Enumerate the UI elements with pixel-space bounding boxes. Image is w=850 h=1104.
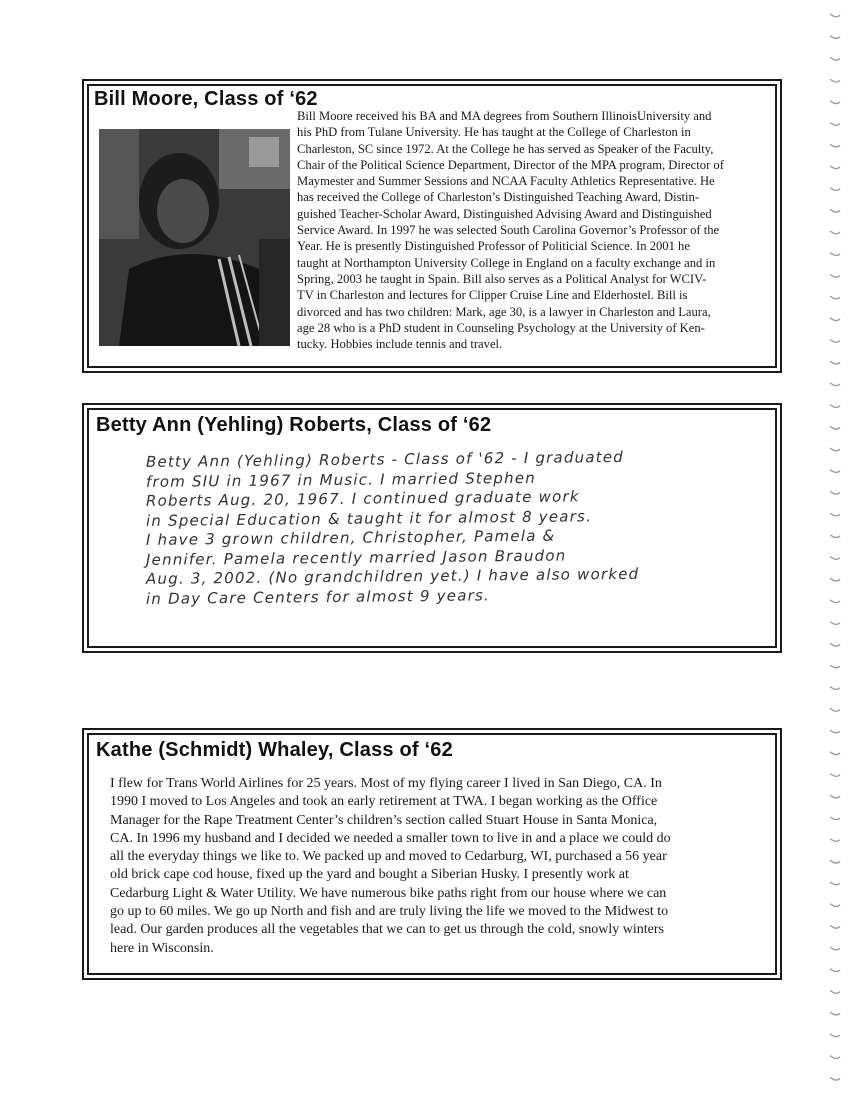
text-line: Spring, 2003 he taught in Spain. Bill also serves as a Political Analyst for WCIV-: [297, 271, 707, 286]
text-line: Charleston, SC since 1972. At the College he has served as Speaker of the Faculty,: [297, 141, 714, 156]
text-line: Bill Moore received his BA and MA degrees from Southern IllinoisUniversity and: [297, 109, 712, 123]
binding-curl: [830, 1012, 840, 1015]
profile-box-betty-ann-roberts: [82, 403, 782, 653]
text-line: CA. In 1996 my husband and I decided we needed a smaller town to live in and a place we could do: [110, 830, 671, 846]
text-line: tucky. Hobbies include tennis and travel.: [297, 337, 503, 352]
text-line: Jennifer. Pamela recently married Jason Braudon: [145, 546, 567, 569]
binding-curl: [830, 752, 840, 755]
binding-curl: [830, 231, 840, 234]
binding-curl: [830, 57, 840, 60]
text-line: Year. He is presently Distinguished Professor of Politicial Science. In 2001 he: [297, 239, 690, 254]
binding-curl: [830, 144, 840, 147]
handwritten-note: [145, 447, 706, 608]
text-line: TV in Charleston and lectures for Clipper Cruise Line and Elderhostel. Bill is: [297, 288, 688, 303]
binding-curl: [830, 274, 840, 277]
text-line: lead. Our garden produces all the vegetables that we can to get us through the cold, snowly winters: [110, 922, 665, 938]
portrait-photo: [99, 129, 290, 346]
profile-box-kathe-whaley: [82, 728, 782, 980]
text-line: go up to 60 miles. We go up North and fish and are truly living the life we moved to the Midwest to: [110, 904, 669, 920]
text-line: Maymester and Summer Sessions and NCAA Faculty Athletics Representative. He: [297, 174, 715, 189]
binding-curl: [830, 101, 840, 104]
binding-curl: [830, 774, 840, 777]
binding-curl: [830, 470, 840, 473]
text-line: here in Wisconsin.: [110, 940, 214, 956]
text-line: has received the College of Charleston’s Distinguished Teaching Award, Distin-: [297, 190, 700, 205]
profile-box-bill-moore: [82, 79, 782, 373]
binding-curl: [830, 14, 840, 17]
text-line: Service Award. In 1997 he was selected South Carolina Governor’s Professor of the: [297, 223, 720, 238]
binding-curl: [830, 79, 840, 82]
binding-curl: [830, 925, 840, 928]
binding-curl: [830, 557, 840, 560]
text-line: divorced and has two children: Mark, age 30, is a lawyer in Charleston and Laura,: [297, 304, 711, 319]
binding-curl: [830, 904, 840, 907]
binding-curl: [830, 991, 840, 994]
text-line: Aug. 3, 2002. (No grandchildren yet.) I have also worked: [145, 564, 640, 588]
text-line: in Special Education & taught it for almost 8 years.: [145, 506, 593, 530]
biography-text: [297, 108, 775, 352]
profile-heading: Betty Ann (Yehling) Roberts, Class of ‘62: [96, 414, 492, 436]
binding-curl: [830, 882, 840, 885]
text-line: 1990 I moved to Los Angeles and took an early retirement at TWA. I began working as the Office: [110, 794, 658, 810]
binding-curl: [830, 426, 840, 429]
binding-curl: [830, 123, 840, 126]
binding-curl: [830, 513, 840, 516]
binding-curl: [830, 947, 840, 950]
text-line: from SIU in 1967 in Music. I married Stephen: [145, 468, 537, 491]
binding-curl: [830, 36, 840, 39]
profile-heading: Kathe (Schmidt) Whaley, Class of ‘62: [96, 739, 453, 761]
text-line: his PhD from Tulane University. He has taught at the College of Charleston in: [297, 125, 691, 140]
text-line: Cedarburg Light & Water Utility. We have numerous bike paths right from our house where we can: [110, 885, 667, 901]
text-line: Chair of the Political Science Department, Director of the MPA program, Director of: [297, 157, 724, 172]
binding-curl: [830, 209, 840, 212]
binding-curl: [830, 383, 840, 386]
binding-curl: [830, 491, 840, 494]
binding-curl: [830, 817, 840, 820]
text-line: I flew for Trans World Airlines for 25 years. Most of my flying career I lived in San Diego, CA. In: [110, 776, 662, 791]
binding-curl: [830, 622, 840, 625]
text-line: old brick cape cod house, fixed up the yard and bought a Siberian Husky. I presently work at: [110, 867, 629, 883]
binding-curl: [830, 578, 840, 581]
text-line: in Day Care Centers for almost 9 years.: [145, 585, 490, 608]
binding-curl: [830, 253, 840, 256]
binding-curl: [830, 687, 840, 690]
binding-curl: [830, 1034, 840, 1037]
binding-curl: [830, 340, 840, 343]
binding-curl: [830, 643, 840, 646]
binding-curl: [830, 839, 840, 842]
text-line: all the everyday things we like to. We packed up and moved to Cedarburg, WI, purchased a 56 year: [110, 849, 667, 865]
binding-curl: [830, 795, 840, 798]
binding-curl: [830, 708, 840, 711]
binding-curl: [830, 969, 840, 972]
text-line: Roberts Aug. 20, 1967. I continued graduate work: [145, 487, 580, 510]
binding-curl: [830, 448, 840, 451]
binding-curl: [830, 188, 840, 191]
binding-curl: [830, 535, 840, 538]
binding-curl: [830, 860, 840, 863]
binding-curl: [830, 361, 840, 364]
binding-curl: [830, 665, 840, 668]
text-line: age 28 who is a PhD student in Counseling Psychology at the University of Ken-: [297, 320, 705, 335]
binding-curl: [830, 405, 840, 408]
profile-heading: Bill Moore, Class of ‘62: [94, 88, 318, 110]
text-line: guished Teacher-Scholar Award, Distinguished Advising Award and Distinguished: [297, 206, 712, 221]
text-line: Manager for the Rape Treatment Center’s children’s section called Stuart House in Santa Monica,: [110, 812, 658, 828]
text-line: taught at Northampton University College in England on a faculty exchange and in: [297, 255, 716, 270]
binding-curl: [830, 166, 840, 169]
binding-curl: [830, 296, 840, 299]
binding-curl: [830, 600, 840, 603]
text-line: Betty Ann (Yehling) Roberts - Class of '62 - I graduated: [145, 447, 625, 471]
binding-curl: [830, 730, 840, 733]
text-line: I have 3 grown children, Christopher, Pamela &: [145, 526, 556, 549]
binding-curl: [830, 1077, 840, 1080]
binding-edge: [824, 0, 844, 1099]
binding-curl: [830, 318, 840, 321]
biography-text: [110, 775, 770, 958]
binding-curl: [830, 1056, 840, 1059]
